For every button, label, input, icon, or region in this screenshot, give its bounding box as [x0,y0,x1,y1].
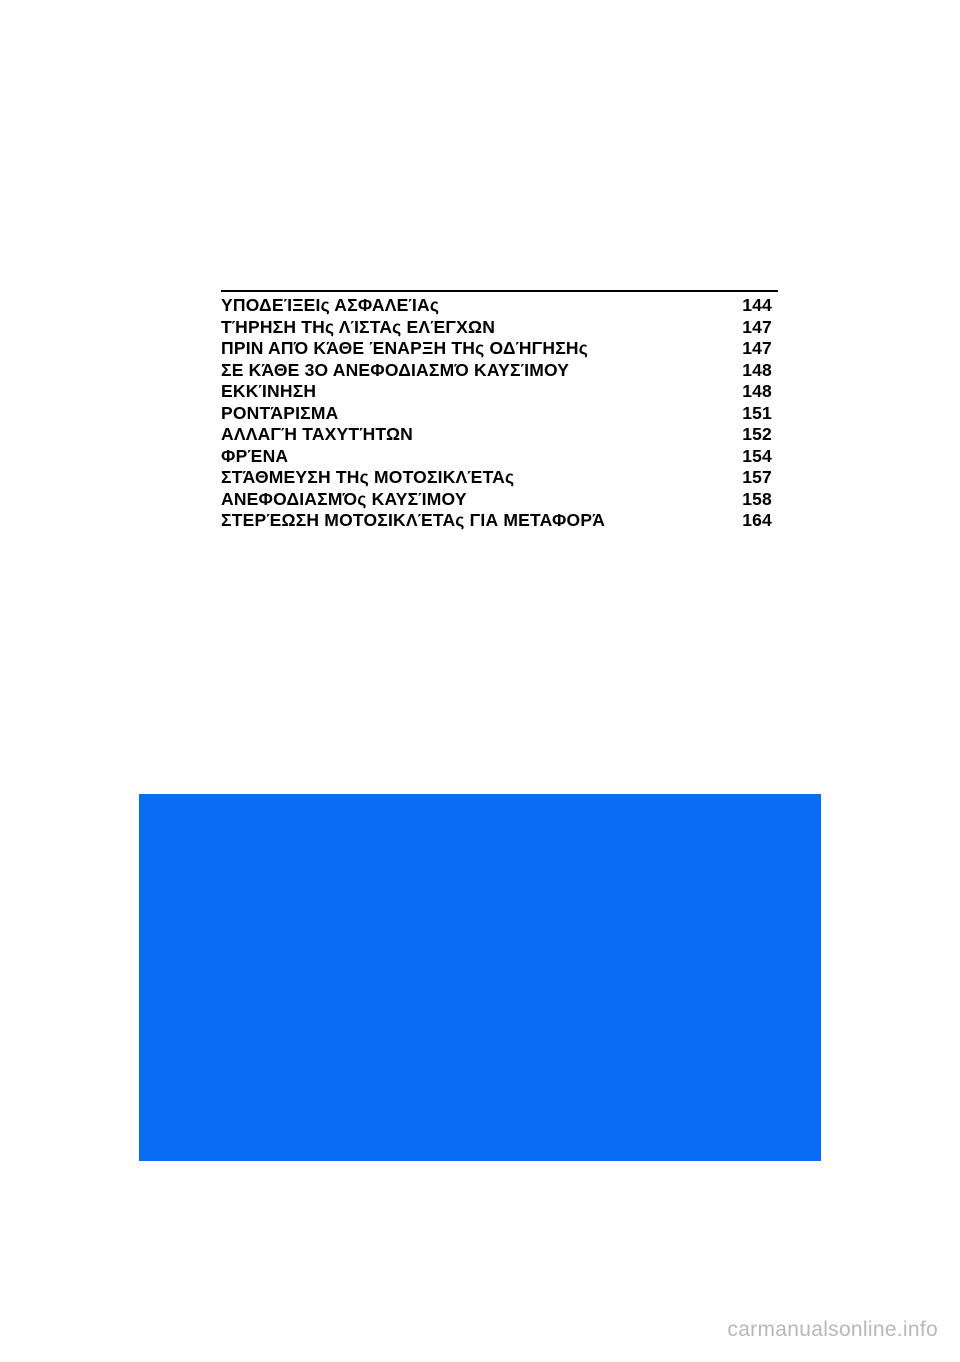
toc-entry-title: ΡΟΝΤΆΡΙΣΜΑ [221,402,339,423]
toc-entry[interactable] [221,317,778,339]
toc-entry-title: ΤΉΡΗΣΗ ΤΗς ΛΊΣΤΑς ΕΛΈΓΧΩΝ [221,316,496,337]
blue-panel [139,794,821,1161]
toc-entry-page: 144 [742,295,772,315]
toc-entry-page: 154 [742,445,772,466]
toc-entry-page: 157 [742,467,772,487]
toc-entry-page: 164 [742,510,772,530]
toc-entry-page: 152 [742,424,772,444]
toc-entry-title: ΥΠΟΔΕΊΞΕΙς ΑΣΦΑΛΕΊΑς [221,295,440,315]
toc-entry-title: ΣΤΕΡΈΩΣΗ ΜΟΤΟΣΙΚΛΈΤΑς ΓΙΑ ΜΕΤΑΦΟΡΆ [221,510,606,530]
toc-entry-page: 151 [742,402,772,423]
toc-entry-title: ΣΕ ΚΆΘΕ 3Ο ΑΝΕΦΟΔΙΑΣΜΌ ΚΑΥΣΊΜΟΥ [221,359,570,380]
toc-entry-title: ΑΛΛΑΓΉ ΤΑΧΥΤΉΤΩΝ [221,424,414,444]
toc-entry[interactable] [221,510,778,532]
toc-entry[interactable] [221,489,778,511]
toc-entry[interactable] [221,424,778,446]
toc-entry-title: ΦΡΈΝΑ [221,445,289,466]
toc-entry[interactable] [221,338,778,360]
toc-entry-page: 147 [742,316,772,337]
toc-entry-title: ΑΝΕΦΟΔΙΑΣΜΌς ΚΑΥΣΊΜΟΥ [221,488,467,509]
toc-entry-title: ΠΡΙΝ ΑΠΌ ΚΆΘΕ ΈΝΑΡΞΗ ΤΗς ΟΔΉΓΗΣΗς [221,338,589,358]
watermark: carmanualsonline.info [727,1318,938,1341]
toc-entry-title: ΣΤΆΘΜΕΥΣΗ ΤΗς ΜΟΤΟΣΙΚΛΈΤΑς [221,467,515,487]
toc-entry-page: 147 [742,338,772,358]
toc-entry[interactable] [221,467,778,489]
toc-entry-page: 148 [742,359,772,380]
toc-entry[interactable] [221,360,778,382]
toc-entry[interactable] [221,446,778,468]
table-of-contents [221,290,778,532]
toc-entry-page: 158 [742,488,772,509]
toc-entry[interactable] [221,381,778,403]
toc-entry[interactable] [221,295,778,317]
toc-entry-title: ΕΚΚΊΝΗΣΗ [221,381,317,401]
toc-entry-page: 148 [742,381,772,401]
toc-entry[interactable] [221,403,778,425]
